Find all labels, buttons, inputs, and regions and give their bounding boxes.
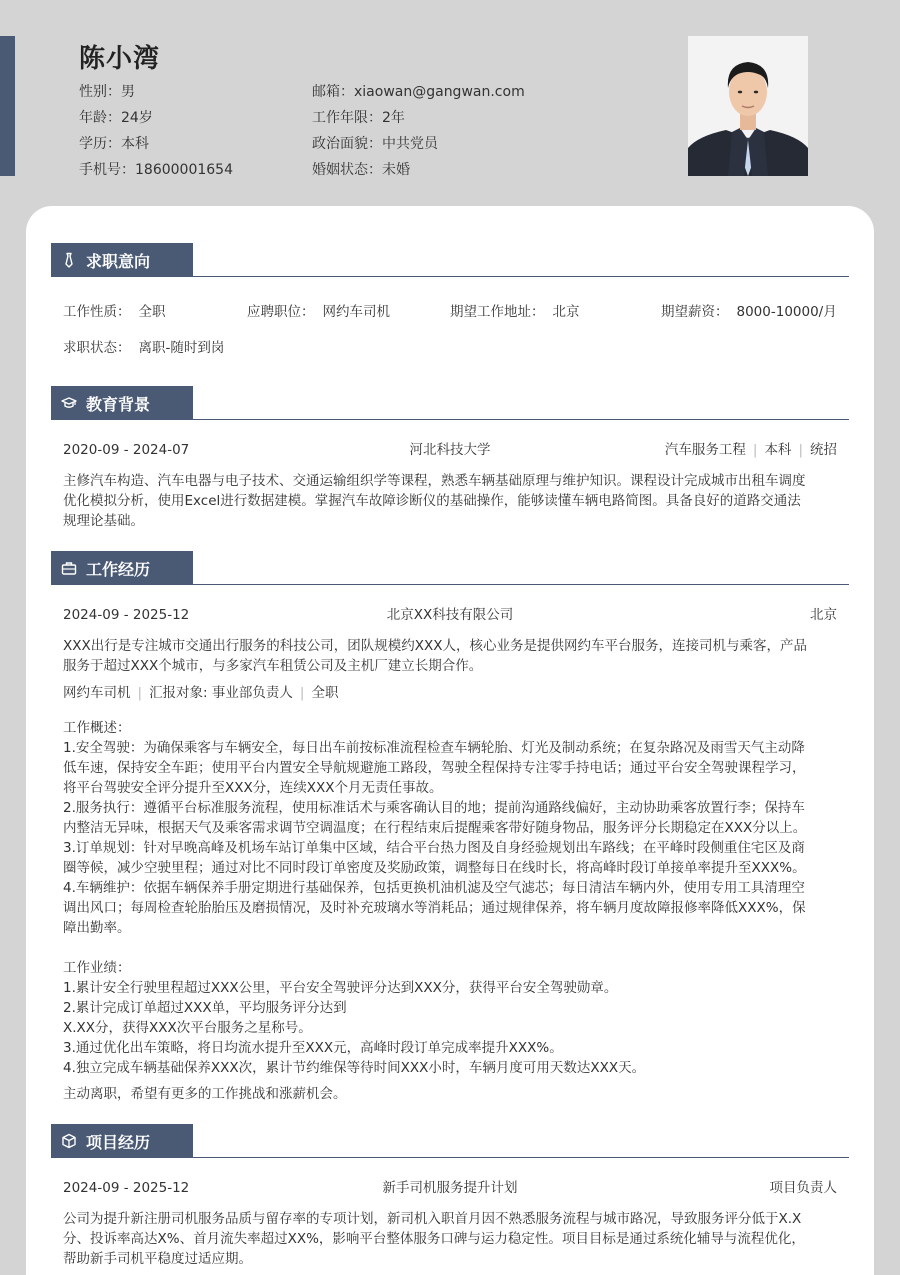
education-school: 河北科技大学 [409, 442, 491, 458]
section-header-project [51, 1124, 849, 1158]
project-description: 公司为提升新注册司机服务品质与留存率的专项计划，新司机入职首月因不熟悉服务流程与城市路况，导致服务评分低于X.X 分、投诉率高达X%、首月流失率超过XX%，影响平台整体服务口碑与运力稳定性。项目目标是通过系统化辅导与流程优化， 帮助新手司机平稳度过适应期。 [63, 1211, 805, 1267]
candidate-name: 陈小湾 [79, 44, 161, 74]
info-phone: 手机号：18600001654 [79, 162, 233, 178]
section-title-project: 项目经历 [86, 1132, 151, 1152]
info-political-status: 政治面貌：中共党员 [312, 136, 438, 152]
work-company-intro: XXX出行是专注城市交通出行服务的科技公司，团队规模约XXX人，核心业务是提供网约车平台服务，连接司机与乘客，产品 服务于超过XXX个城市，与多家汽车租赁公司及主机厂建立长期合作。 [63, 638, 807, 674]
education-description: 主修汽车构造、汽车电器与电子技术、交通运输组织学等课程，熟悉车辆基础原理与维护知识。课程设计完成城市出租车调度 优化模拟分析，使用Excel进行数据建模。掌握汽车故障诊断仪的基础操作，能够读懂车辆电路简图。具备良好的道路交通法 规理论基础。 [63, 473, 806, 529]
intent-position: 应聘职位： 网约车司机 [247, 304, 390, 320]
info-education: 学历：本科 [79, 136, 149, 152]
work-leave-reason: 主动离职，希望有更多的工作挑战和涨薪机会。 [63, 1086, 347, 1102]
project-role: 项目负责人 [769, 1180, 837, 1196]
section-header-intent [51, 243, 849, 277]
section-tab-work [51, 551, 193, 585]
project-name: 新手司机服务提升计划 [382, 1180, 518, 1196]
cube-icon [61, 1133, 77, 1149]
work-city: 北京 [810, 607, 837, 623]
header-accent-bar [0, 36, 15, 176]
education-tags: 汽车服务工程 | 本科 | 统招 [664, 442, 837, 458]
info-email: 邮箱：xiaowan@gangwan.com [312, 84, 525, 100]
resume-card [26, 206, 874, 1275]
person-portrait-icon [688, 36, 808, 176]
intent-location: 期望工作地址： 北京 [450, 304, 580, 320]
profile-photo [688, 36, 808, 176]
graduation-cap-icon [61, 395, 77, 411]
section-title-work: 工作经历 [86, 559, 151, 579]
info-marital-status: 婚姻状态：未婚 [312, 162, 410, 178]
intent-status: 求职状态： 离职-随时到岗 [63, 340, 225, 356]
intent-salary: 期望薪资： 8000-10000/月 [661, 304, 837, 320]
info-gender: 性别：男 [79, 84, 135, 100]
briefcase-icon [61, 560, 77, 576]
project-period: 2024-09 - 2025-12 [63, 1180, 190, 1196]
section-header-work [51, 551, 849, 585]
section-title-education: 教育背景 [86, 394, 151, 414]
info-age: 年龄：24岁 [79, 110, 153, 126]
section-header-education [51, 386, 849, 420]
work-role-tags: 网约车司机 | 汇报对象: 事业部负责人 | 全职 [63, 685, 339, 701]
work-company: 北京XX科技有限公司 [386, 607, 514, 623]
section-title-intent: 求职意向 [86, 251, 151, 271]
section-tab-project [51, 1124, 193, 1158]
tie-icon [61, 252, 77, 268]
section-tab-intent [51, 243, 193, 277]
intent-nature: 工作性质： 全职 [63, 304, 166, 320]
info-work-years: 工作年限：2年 [312, 110, 405, 126]
section-tab-education [51, 386, 193, 420]
work-period: 2024-09 - 2025-12 [63, 607, 190, 623]
work-details: 工作概述： 1.安全驾驶：为确保乘客与车辆安全，每日出车前按标准流程检查车辆轮胎、灯光及制动系统；在复杂路况及雨雪天气主动降 低车速，保持安全车距；使用平台内置安全导航规避施工路段，驾驶全程保持专注零手持电话；通过平台安全驾驶课程学习， 将平台驾驶安全评分提升至XXX分，连续XXX个月无责任事故。 2.服务执行：遵循平台标准服务流程，使用标准话术与乘客确认目的地；提前沟通路线偏好，主动协助乘客放置行李；保持车 内整洁无异味，根据天气及乘客需求调节空调温度；在行程结束后提醒乘客带好随身物品，服务评分长期稳定在XXX分以上。 3.订单规划：针对早晚高峰及机场车站订单集中区域，结合平台热力图及自身经验规划出车路线；在平峰时段侧重住宅区及商 圈等候，减少空驶里程；通过对比不同时段订单密度及奖励政策，调整每日在线时长，将高峰时段订单接单率提升至XXX%。 4.车辆维护：依据车辆保养手册定期进行基础保养，包括更换机油机滤及空气滤芯；每日清洁车辆内外，使用专用工具清理空 调出风口；每周检查轮胎胎压及磨损情况，及时补充玻璃水等消耗品；通过规律保养，将车辆月度故障报修率降低XXX%，保 障出勤率。 工作业绩： 1.累计安全行驶里程超过XXX公里，平台安全驾驶评分达到XXX分，获得平台安全驾驶勋章。 2.累计完成订单超过XXX单，平均服务评分达到 X.XX分，获得XXX次平台服务之星称号。 3.通过优化出车策略，将日均流水提升至XXX元，高峰时段订单完成率提升XXX%。 4.独立完成车辆基础保养XXX次，累计节约维保等待时间XXX小时，车辆月度可用天数达XXX天。 [63, 720, 807, 1076]
education-period: 2020-09 - 2024-07 [63, 442, 190, 458]
